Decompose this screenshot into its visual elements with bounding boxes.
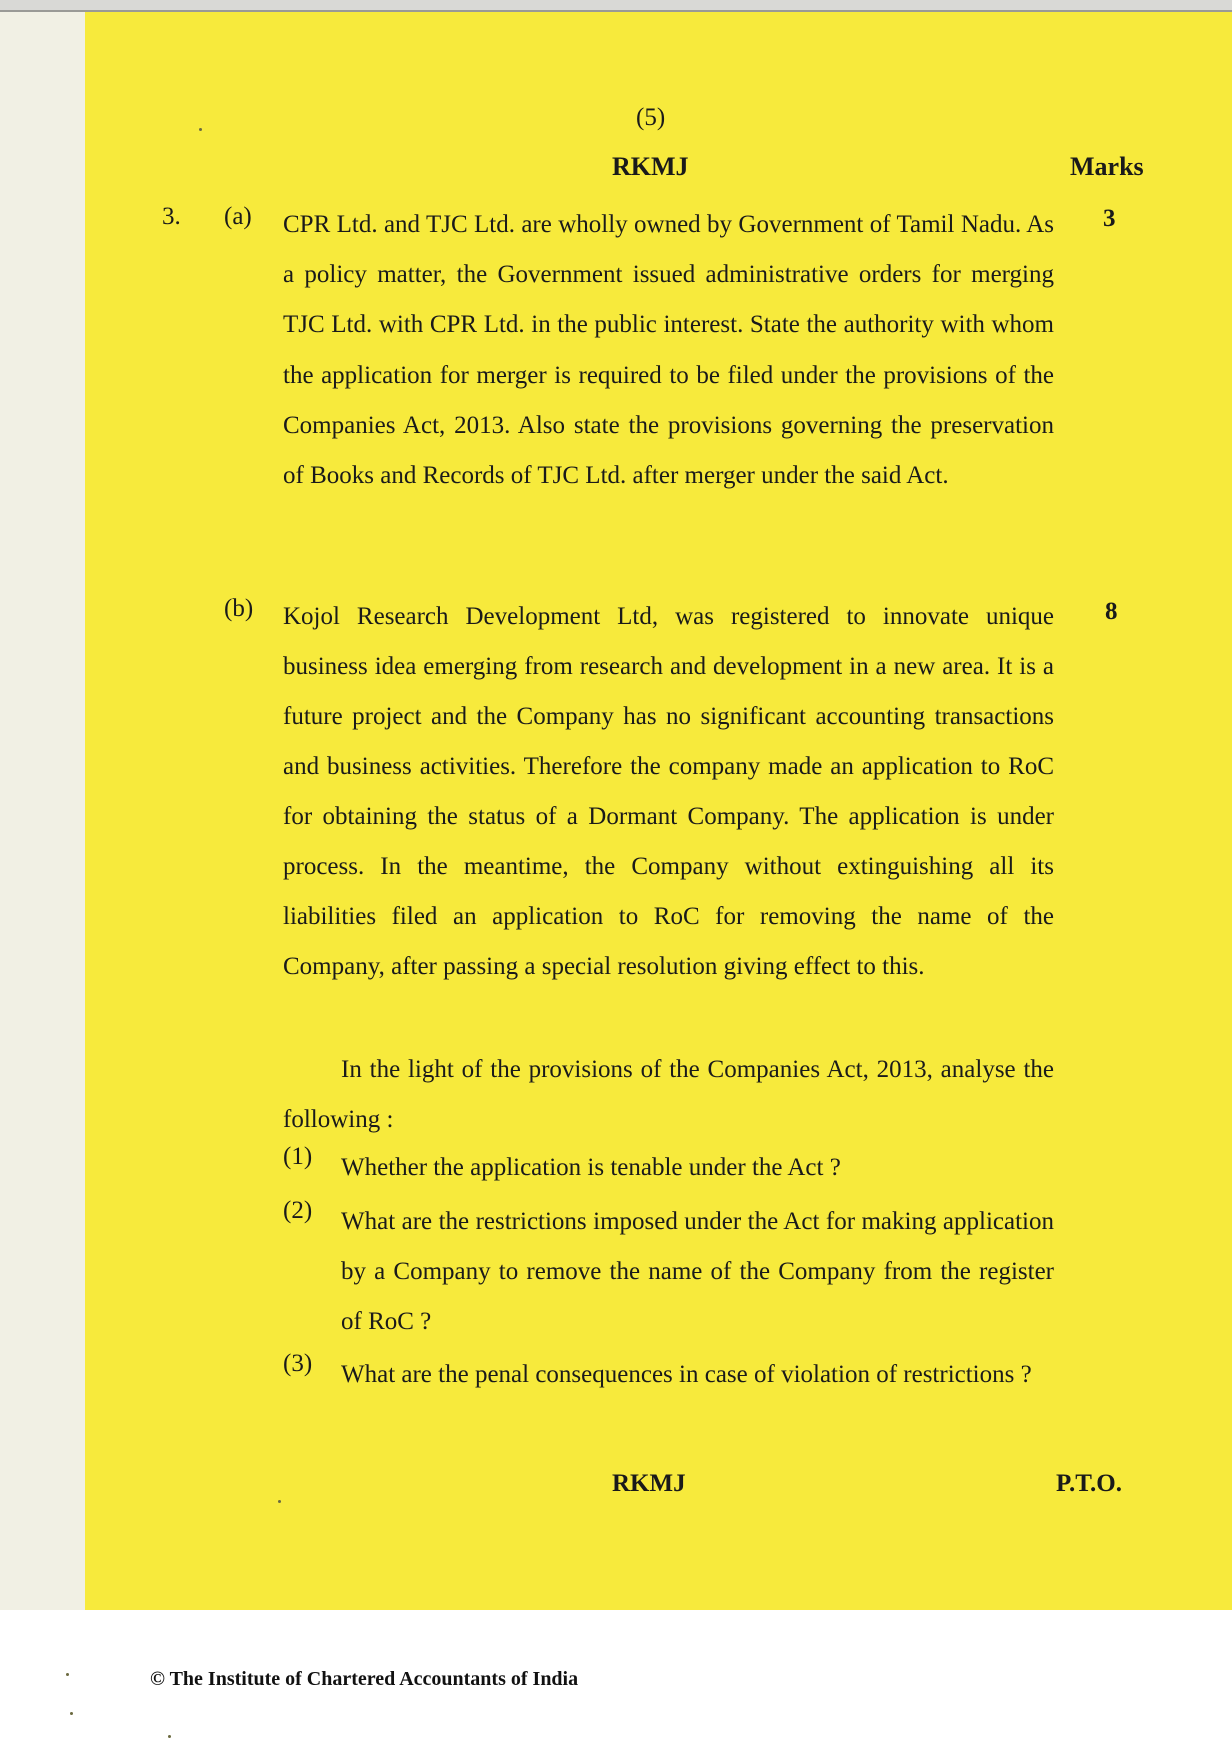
scan-speck [278,1500,281,1503]
scan-top-edge [0,0,1232,12]
sub-question-3-label: (3) [283,1350,313,1377]
sub-question-2-text: What are the restrictions imposed under the Act for making application by a Company to remove the name of the Company from the register of RoC ? [341,1208,1054,1335]
sub-question-1-text: Whether the application is tenable under the Act ? [341,1154,841,1181]
marks-column-heading: Marks [1070,152,1144,181]
scan-speck [199,128,202,131]
scan-speck [70,1712,73,1715]
part-a-marks: 3 [1103,205,1116,232]
part-a-label: (a) [224,203,252,230]
sub-question-1-label: (1) [283,1143,313,1170]
copyright-notice: © The Institute of Chartered Accountants of India [150,1668,579,1690]
part-b-lead-in: In the light of the provisions of the Companies Act, 2013, analyse the following : [283,1056,1054,1133]
page-edge-shade [0,0,85,1610]
sub-question-2-label: (2) [283,1197,313,1224]
part-b-label: (b) [224,595,254,622]
sub-question-3-text: What are the penal consequences in case of violation of restrictions ? [341,1361,1032,1388]
part-b-text: Kojol Research Development Ltd, was registered to innovate unique business idea emerging from research and development in a new area. It is a future project and the Company has no significant accounting transactions and business activities. Therefore the company made an application to RoC for obtaining the status of a Dormant Company. The application is under process. In the meantime, the Company without extinguishing all its liabilities filed an application to RoC for removing the name of the Company, after passing a special resolution giving effect to this. [283,603,1054,980]
scan-speck [168,1735,171,1738]
paper-code-header: RKMJ [612,152,689,181]
question-number: 3. [162,203,181,230]
paper-code-footer: RKMJ [612,1470,686,1497]
page-number: (5) [636,104,666,131]
scan-speck [66,1673,69,1676]
part-b-marks: 8 [1105,598,1118,625]
part-a-text: CPR Ltd. and TJC Ltd. are wholly owned by Government of Tamil Nadu. As a policy matter, the Government issued administrative orders for merging TJC Ltd. with CPR Ltd. in the public interest. State the authority with whom the application for merger is required to be filed under the provisions of the Companies Act, 2013. Also state the provisions governing the preservation of Books and Records of TJC Ltd. after merger under the said Act. [283,211,1054,490]
please-turn-over: P.T.O. [1056,1470,1122,1497]
